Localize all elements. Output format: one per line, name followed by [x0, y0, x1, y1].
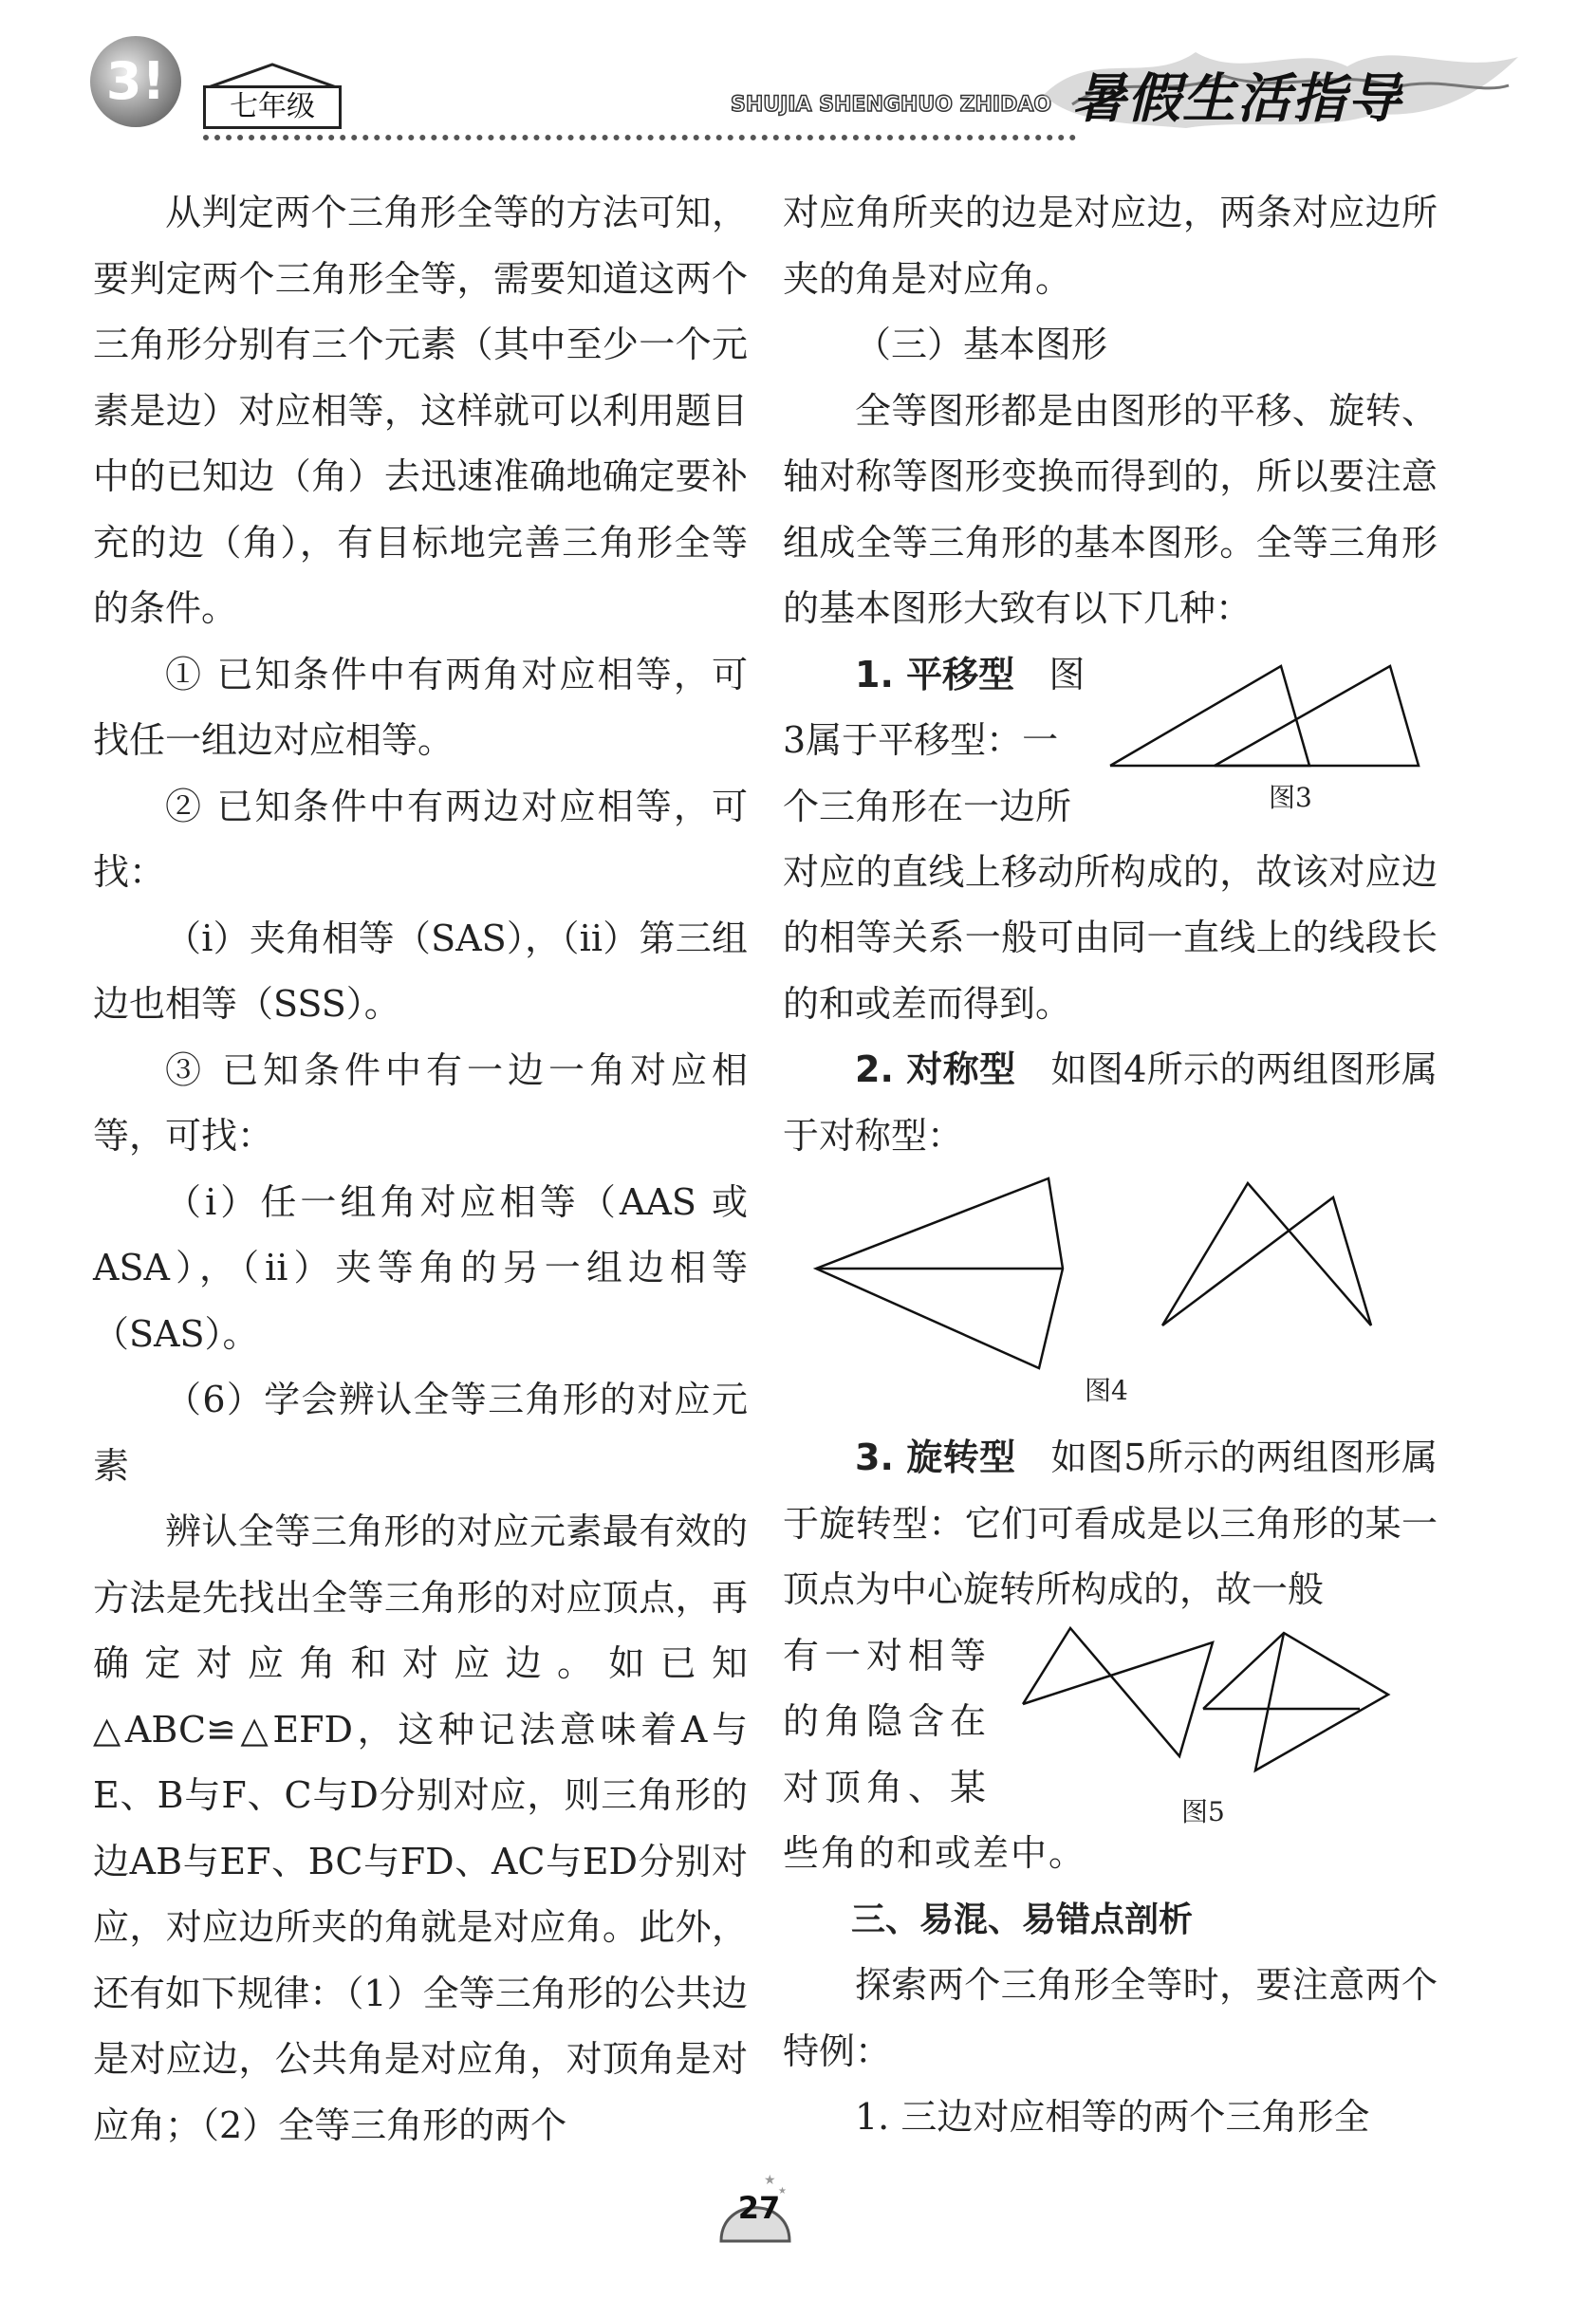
type-heading: 2. 对称型 — [855, 1048, 1016, 1090]
paragraph: 探索两个三角形全等时，要注意两个特例： — [783, 1964, 1438, 2072]
paragraph: 对应角所夹的边是对应边，两条对应边所夹的角是对应角。 — [783, 192, 1438, 300]
figure-5-caption: 图5 — [1181, 1795, 1225, 1827]
paragraph: 的角隐含在 — [783, 1700, 993, 1742]
svg-text:★: ★ — [764, 2173, 776, 2188]
figure-3-translation-diagram — [1105, 661, 1428, 775]
paragraph: 辨认全等三角形的对应元素最有效的方法是先找出全等三角形的对应顶点，再确定对应角和对应边。如已知△ABC≌△EFD，这种记法意味着A与E、B与F、C与D分别对应，则三角形的边AB与EF、BC与FD、AC与ED分别对应，对应边所夹的角就是对应角。此外，还有如下规律：（1）全等三角形的公共边是对应边，公共角是对应角，对顶角是对应角；（2）全等三角形的两个 — [93, 1511, 748, 2146]
paragraph: 3属于平移型：一 — [783, 719, 1059, 761]
paragraph: 如图4所示的两组图形属于对称型： — [783, 1048, 1438, 1157]
paragraph: 对应的直线上移动所构成的，故该对应边的相等关系一般可由同一直线上的线段长的和或差而得到。 — [783, 850, 1438, 1025]
page-number: 27 — [737, 2190, 781, 2226]
page-header — [0, 0, 1596, 171]
paragraph: （i）任一组角对应相等（AAS 或 ASA），（ii）夹等角的另一组边相等（SAS）。 — [93, 1180, 748, 1355]
type-heading: 1. 平移型 — [855, 653, 1015, 695]
translation-type-block: 1. 平移型 图 3属于平移型：一 个三角形在一边所 图3 — [783, 642, 1438, 840]
figure-4-block — [783, 1169, 1438, 1425]
paragraph: ② 已知条件中有两边对应相等，可找： — [93, 785, 748, 893]
figure-5-rotation-diagram — [1018, 1623, 1417, 1794]
grade-label: 七年级 — [203, 85, 342, 129]
paragraph: 个三角形在一边所 — [783, 785, 1072, 827]
rotation-type-block — [783, 1623, 1438, 1887]
paragraph: （i）夹角相等（SAS），（ii）第三组边也相等（SSS）。 — [93, 917, 748, 1025]
paragraph: ③ 已知条件中有一边一角对应相等，可找： — [93, 1048, 748, 1157]
figure-4-symmetry-diagram — [811, 1174, 1400, 1378]
paragraph: 些角的和或差中。 — [783, 1831, 1087, 1874]
right-column — [783, 180, 1438, 2151]
paragraph: 1. 三边对应相等的两个三角形全 — [855, 2096, 1370, 2138]
type-heading: 3. 旋转型 — [855, 1437, 1016, 1478]
header-pinyin: SHUJIA SHENGHUO ZHIDAO — [731, 93, 1052, 117]
paragraph: 全等图形都是由图形的平移、旋转、轴对称等图形变换而得到的，所以要注意组成全等三角形的基本图形。全等三角形的基本图形大致有以下几种： — [783, 389, 1438, 629]
paragraph: （6）学会辨认全等三角形的对应元素 — [93, 1379, 748, 1487]
paragraph: 对顶角、某 — [783, 1766, 993, 1808]
paragraph: ① 已知条件中有两角对应相等，可找任一组边对应相等。 — [93, 653, 748, 761]
left-column — [93, 180, 748, 2159]
header-dotted-rule — [203, 135, 1076, 140]
subsection-heading: （三）基本图形 — [855, 324, 1108, 365]
paragraph: 有一对相等 — [783, 1634, 993, 1677]
svg-text:★: ★ — [778, 2186, 787, 2197]
paragraph: 从判定两个三角形全等的方法可知，要判定两个三角形全等，需要知道这两个三角形分别有三个元素（其中至少一个元素是边）对应相等，这样就可以利用题目中的已知边（角）去迅速准确地确定要补充的边（角），有目标地完善三角形全等的条件。 — [93, 192, 748, 629]
brand-logo: 3! — [90, 36, 181, 127]
header-title: 暑假生活指导 — [1072, 68, 1402, 130]
paragraph: 如图5所示的两组图形属于旋转型：它们可看成是以三角形的某一顶点为中心旋转所构成的，故一般 — [783, 1437, 1438, 1610]
figure-3-caption: 图3 — [1269, 781, 1312, 813]
figure-4-caption: 图4 — [1085, 1375, 1128, 1406]
section-heading: 三、易混、易错点剖析 — [851, 1900, 1194, 1939]
